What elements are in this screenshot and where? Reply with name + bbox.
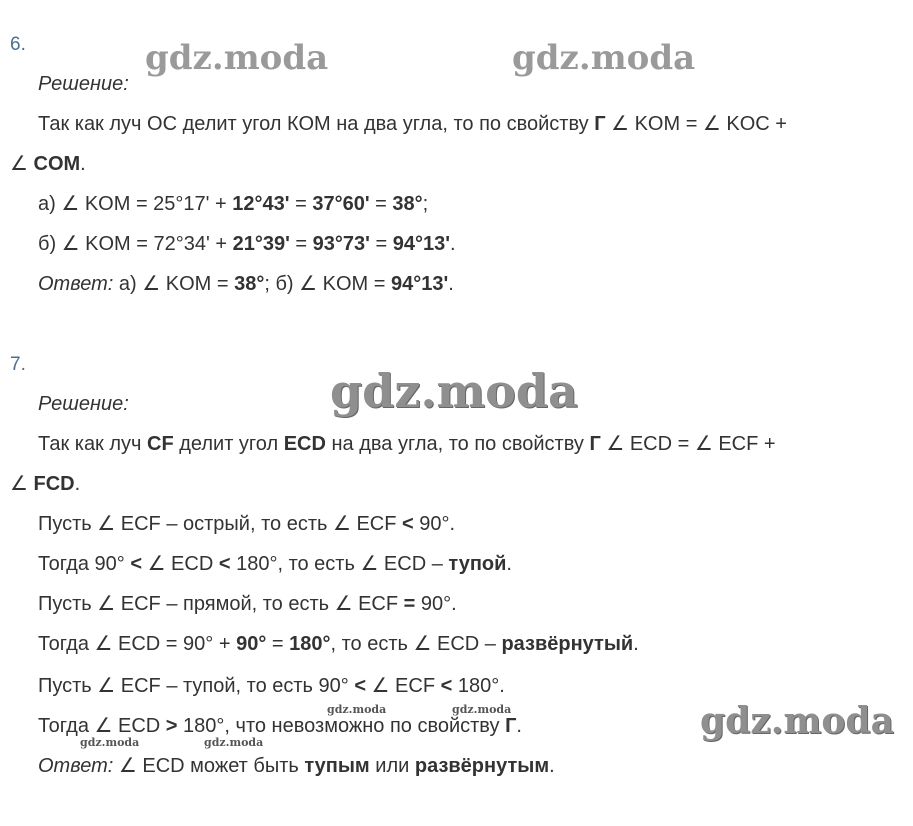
solution-label: Решение: (38, 73, 129, 95)
solution-label: Решение: (38, 393, 129, 415)
text-line: Пусть ∠ ECF – тупой, то есть 90° < ∠ ECF < 180°. (38, 675, 505, 697)
answer-line: Ответ: ∠ ECD может быть тупым или развёрнутым. (38, 755, 555, 777)
text-line: Пусть ∠ ECF – острый, то есть ∠ ECF < 90°. (38, 513, 456, 535)
task-number: 6. (10, 34, 26, 55)
text-line: Тогда 90° < ∠ ECD < 180°, то есть ∠ ECD – тупой. (38, 553, 512, 575)
text-line: Тогда ∠ ECD = 90° + 90° = 180°, то есть ∠ ECD – развёрнутый. (38, 633, 639, 655)
answer-line: Ответ: а) ∠ KOM = 38°; б) ∠ KOM = 94°13'. (38, 273, 454, 295)
watermark: gdz.moda (145, 38, 329, 78)
text-line: Так как луч CF делит угол ECD на два угла, то по свойству Г ∠ ECD = ∠ ECF + (38, 433, 776, 455)
text-line: ∠ COM. (10, 153, 86, 175)
text-line: ∠ FCD. (10, 473, 81, 495)
watermark: gdz.moda (330, 364, 578, 418)
text-line: Так как луч ОС делит угол КОМ на два угла, то по свойству Г ∠ KOM = ∠ KOC + (38, 113, 787, 135)
text-line: Тогда ∠ ECD > 180°, что невозможно по свойству Г. (38, 715, 522, 737)
task-number: 7. (10, 354, 26, 375)
watermark: gdz.moda (700, 700, 894, 742)
watermark-small: gdz.moda (80, 736, 140, 749)
watermark-small: gdz.moda (204, 736, 264, 749)
text-line: а) ∠ KOM = 25°17' + 12°43' = 37°60' = 38°; (38, 193, 429, 215)
text-line: Пусть ∠ ECF – прямой, то есть ∠ ECF = 90°. (38, 593, 457, 615)
text-line: б) ∠ KOM = 72°34' + 21°39' = 93°73' = 94°13'. (38, 233, 456, 255)
watermark-small: gdz.moda (452, 703, 512, 716)
watermark-small: gdz.moda (327, 703, 387, 716)
watermark: gdz.moda (512, 38, 696, 78)
